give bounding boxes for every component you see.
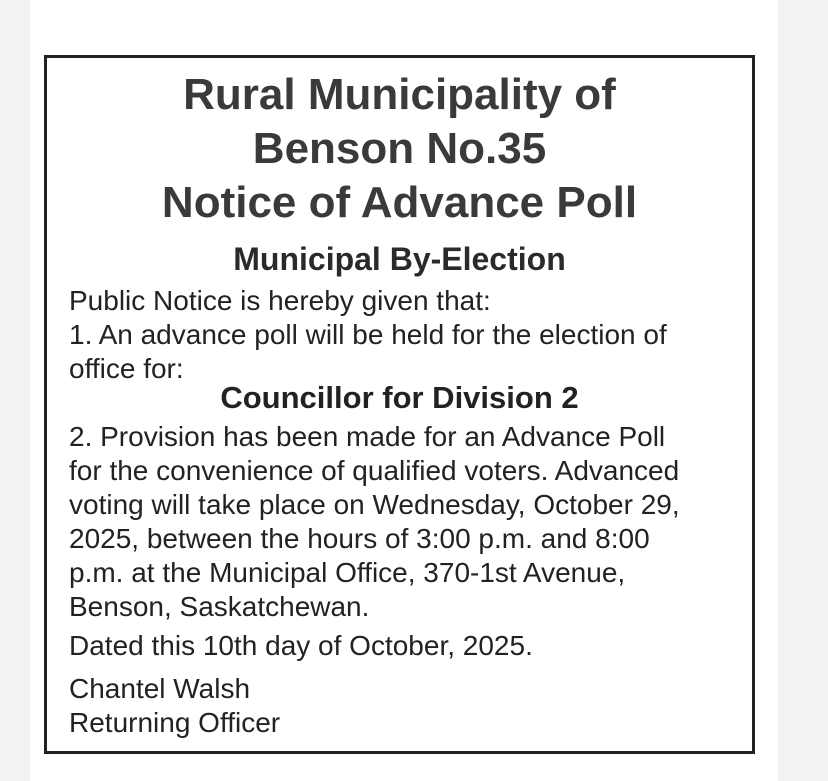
subheading-by-election: Municipal By-Election bbox=[233, 241, 566, 277]
signatory-name: Chantel Walsh bbox=[69, 673, 251, 704]
point1-line1: 1. An advance poll will be held for the election of bbox=[69, 319, 667, 350]
signatory-title: Returning Officer bbox=[69, 707, 281, 738]
point2-line1: 2. Provision has been made for an Advance Poll bbox=[69, 421, 666, 452]
dated-line: Dated this 10th day of October, 2025. bbox=[69, 630, 533, 661]
point2-line2: for the convenience of qualified voters. Advanced bbox=[69, 455, 680, 486]
point2-line3: voting will take place on Wednesday, October 29, bbox=[69, 489, 680, 520]
point2-line6: Benson, Saskatchewan. bbox=[69, 591, 370, 622]
office-title: Councillor for Division 2 bbox=[220, 380, 579, 415]
point2-line4: 2025, between the hours of 3:00 p.m. and 8:00 bbox=[69, 523, 650, 554]
point2-line5: p.m. at the Municipal Office, 370-1st Avenue, bbox=[69, 557, 626, 588]
heading-line-notice: Notice of Advance Poll bbox=[161, 178, 638, 227]
point1-line2: office for: bbox=[69, 353, 184, 384]
heading-line-benson: Benson No.35 bbox=[252, 124, 547, 173]
notice-frame bbox=[44, 55, 755, 754]
notice-heading bbox=[47, 68, 752, 230]
heading-line-municipality: Rural Municipality of bbox=[183, 70, 616, 119]
intro-text: Public Notice is hereby given that: bbox=[69, 285, 491, 316]
